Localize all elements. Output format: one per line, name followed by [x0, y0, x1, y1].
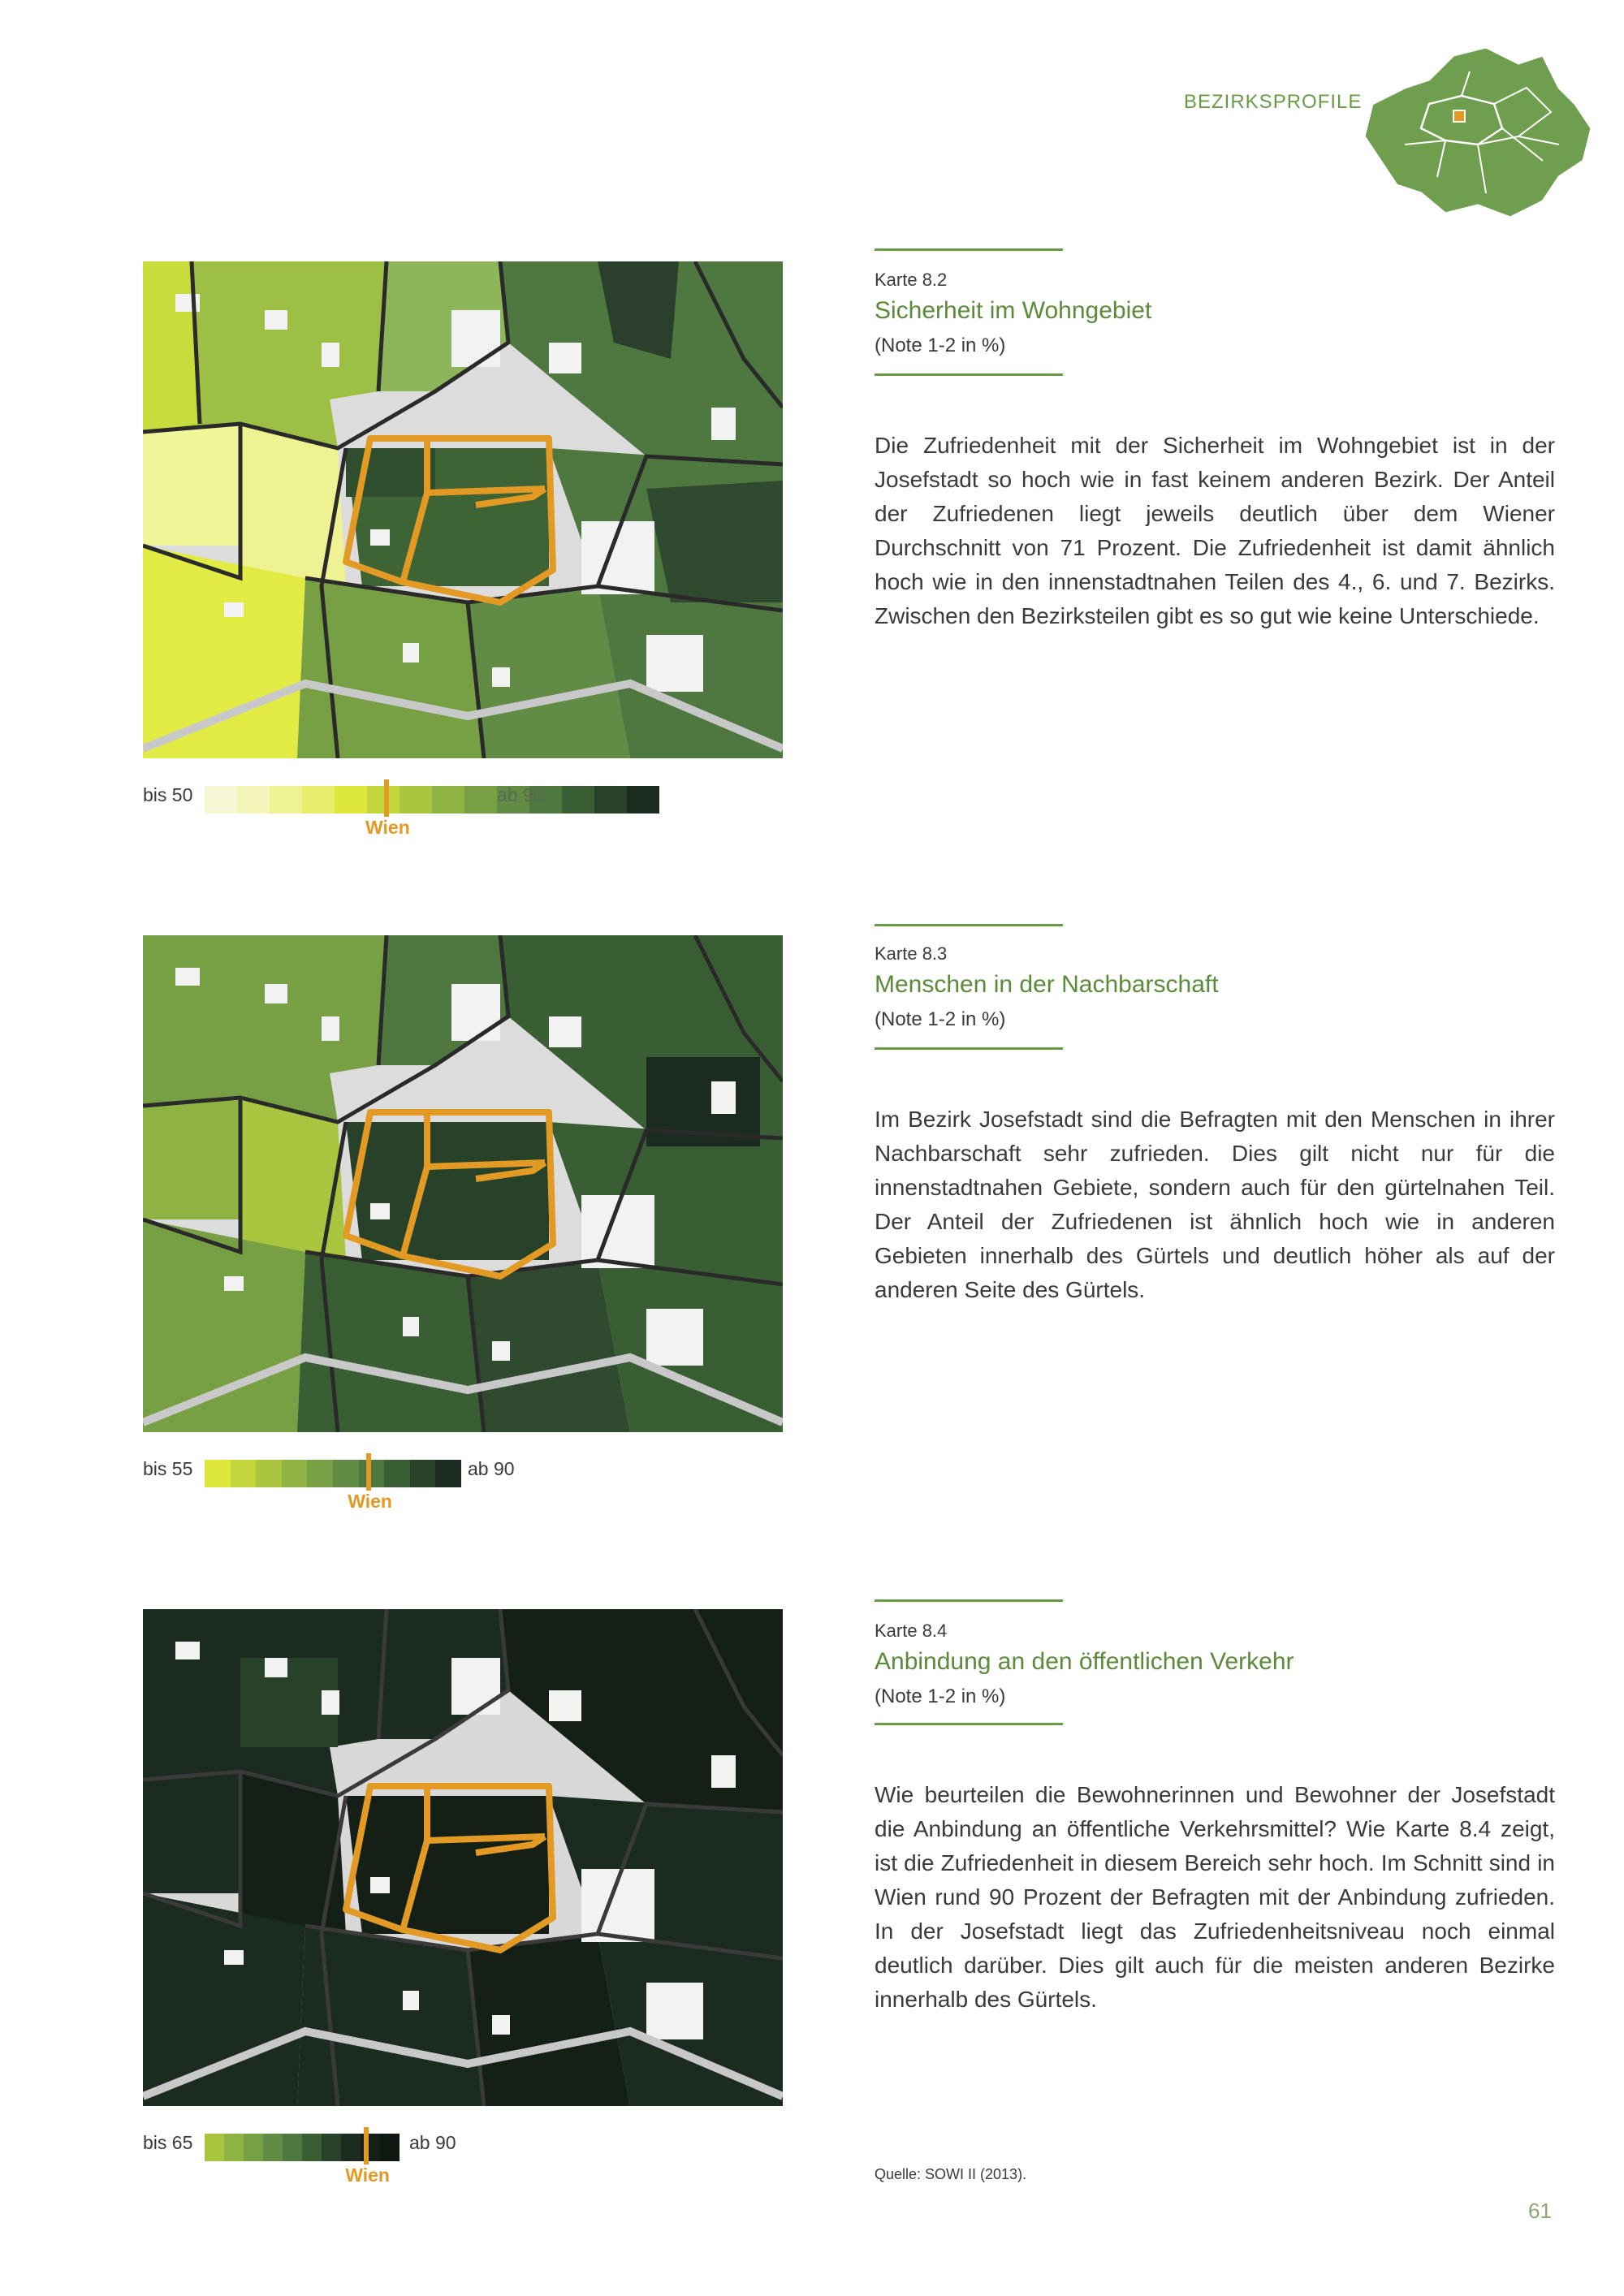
- legend-swatch: [282, 1460, 308, 1487]
- legend-8-4: [143, 2127, 793, 2186]
- body-text: Im Bezirk Josefstadt sind die Befragten mit den Menschen in ihrer Nachbarschaft sehr zufrieden. Dies gilt nicht nur für die innenstadtnahen Gebiete, sondern auch für den gürtelnahen Teil. Der Anteil der Zufriedenen ist ähnlich hoch wie in anderen Gebieten innerhalb des Gürtels und deutlich höher als auf der anderen Seite des Gürtels.: [875, 1107, 1555, 1302]
- wien-label: Wien: [365, 817, 410, 838]
- legend-swatch: [237, 786, 270, 814]
- legend-max-label: ab 90: [409, 2132, 456, 2153]
- legend-min-label: bis 65: [143, 2132, 193, 2153]
- source-note: Quelle: SOWI II (2013).: [875, 2166, 1027, 2182]
- wien-average-marker: [384, 779, 389, 817]
- legend-swatch: [367, 786, 400, 814]
- legend-swatch: [283, 2134, 302, 2161]
- legend-min-label: bis 50: [143, 784, 193, 805]
- karte-title: Anbindung an den öffentlichen Verkehr: [875, 1648, 1294, 1675]
- legend-swatch: [435, 1460, 461, 1487]
- legend-swatch: [270, 786, 302, 814]
- karte-subtitle: (Note 1-2 in %): [875, 1008, 1006, 1030]
- legend-swatch: [627, 786, 659, 814]
- legend-swatch: [244, 2134, 263, 2161]
- legend-swatch: [205, 2134, 224, 2161]
- legend-swatch: [224, 2134, 244, 2161]
- karte-number: Karte 8.4: [875, 1621, 948, 1641]
- karte-subtitle: (Note 1-2 in %): [875, 334, 1006, 356]
- legend-swatch: [231, 1460, 257, 1487]
- map-8-3-nachbarschaft: [143, 935, 783, 1432]
- divider-bottom: [875, 1723, 1063, 1725]
- legend-color-ramp: [205, 2134, 400, 2161]
- legend-swatch: [263, 2134, 283, 2161]
- map-8-2-sicherheit: [143, 261, 783, 758]
- divider-bottom: [875, 1047, 1063, 1050]
- legend-swatch: [307, 1460, 333, 1487]
- divider-top: [875, 924, 1063, 926]
- legend-swatch: [205, 1460, 231, 1487]
- karte-subtitle: (Note 1-2 in %): [875, 1685, 1006, 1707]
- legend-swatch: [384, 1460, 410, 1487]
- legend-8-3: [143, 1453, 793, 1512]
- wien-average-marker: [364, 2127, 369, 2164]
- legend-swatch: [256, 1460, 282, 1487]
- legend-8-2: [143, 779, 793, 838]
- legend-max-label: ab 90: [468, 1458, 515, 1479]
- divider-bottom: [875, 373, 1063, 376]
- legend-swatch: [432, 786, 464, 814]
- vienna-district-map-icon: [1356, 39, 1600, 234]
- section-label: BEZIRKSPROFILE: [1184, 91, 1363, 113]
- map-8-4-oeffentlicher-verkehr: [143, 1609, 783, 2106]
- page-number: 61: [1528, 2199, 1552, 2223]
- wien-label: Wien: [348, 1491, 392, 1512]
- legend-swatch: [205, 786, 237, 814]
- legend-swatch: [562, 786, 594, 814]
- karte-title: Menschen in der Nachbarschaft: [875, 971, 1219, 998]
- divider-top: [875, 1599, 1063, 1602]
- legend-color-ramp: [205, 786, 659, 814]
- legend-swatch: [333, 1460, 359, 1487]
- body-text: Die Zufriedenheit mit der Sicherheit im Wohngebiet ist in der Josefstadt so hoch wie in fast keinem anderen Bezirk. Der Anteil der Zufriedenen liegt jeweils deutlich über dem Wiener Durchschnitt von 71 Prozent. Die Zufriedenheit ist damit ähnlich hoch wie in den innenstadtnahen Teilen des 4., 6. und 7. Bezirks. Zwischen den Bezirksteilen gibt es so gut wie keine Unterschiede.: [875, 433, 1555, 628]
- legend-max-label: ab 90: [497, 784, 544, 805]
- legend-swatch: [322, 2134, 341, 2161]
- karte-number: Karte 8.2: [875, 270, 948, 290]
- body-text: Wie beurteilen die Bewohnerinnen und Bewohner der Josefstadt die Anbindung an öffentliche Verkehrsmittel? Wie Karte 8.4 zeigt, ist die Zufriedenheit in diesem Bereich sehr hoch. Im Schnitt sind in Wien rund 90 Prozent der Befragten mit der Anbindung zufrieden. In der Josefstadt liegt das Zufriedenheitsniveau noch einmal deutlich darüber. Dies gilt auch für die meisten anderen Bezirke innerhalb des Gürtels.: [875, 1782, 1555, 2012]
- karte-title: Sicherheit im Wohngebiet: [875, 297, 1152, 324]
- wien-label: Wien: [345, 2164, 390, 2186]
- legend-swatch: [302, 786, 335, 814]
- legend-swatch: [594, 786, 627, 814]
- legend-color-ramp: [205, 1460, 461, 1487]
- legend-swatch: [464, 786, 497, 814]
- legend-swatch: [335, 786, 367, 814]
- legend-swatch: [410, 1460, 436, 1487]
- legend-swatch: [302, 2134, 322, 2161]
- legend-swatch: [400, 786, 432, 814]
- legend-swatch: [380, 2134, 400, 2161]
- karte-number: Karte 8.3: [875, 943, 948, 964]
- divider-top: [875, 248, 1063, 251]
- legend-min-label: bis 55: [143, 1458, 193, 1479]
- legend-swatch: [341, 2134, 361, 2161]
- legend-swatch: [359, 1460, 385, 1487]
- wien-average-marker: [366, 1453, 371, 1491]
